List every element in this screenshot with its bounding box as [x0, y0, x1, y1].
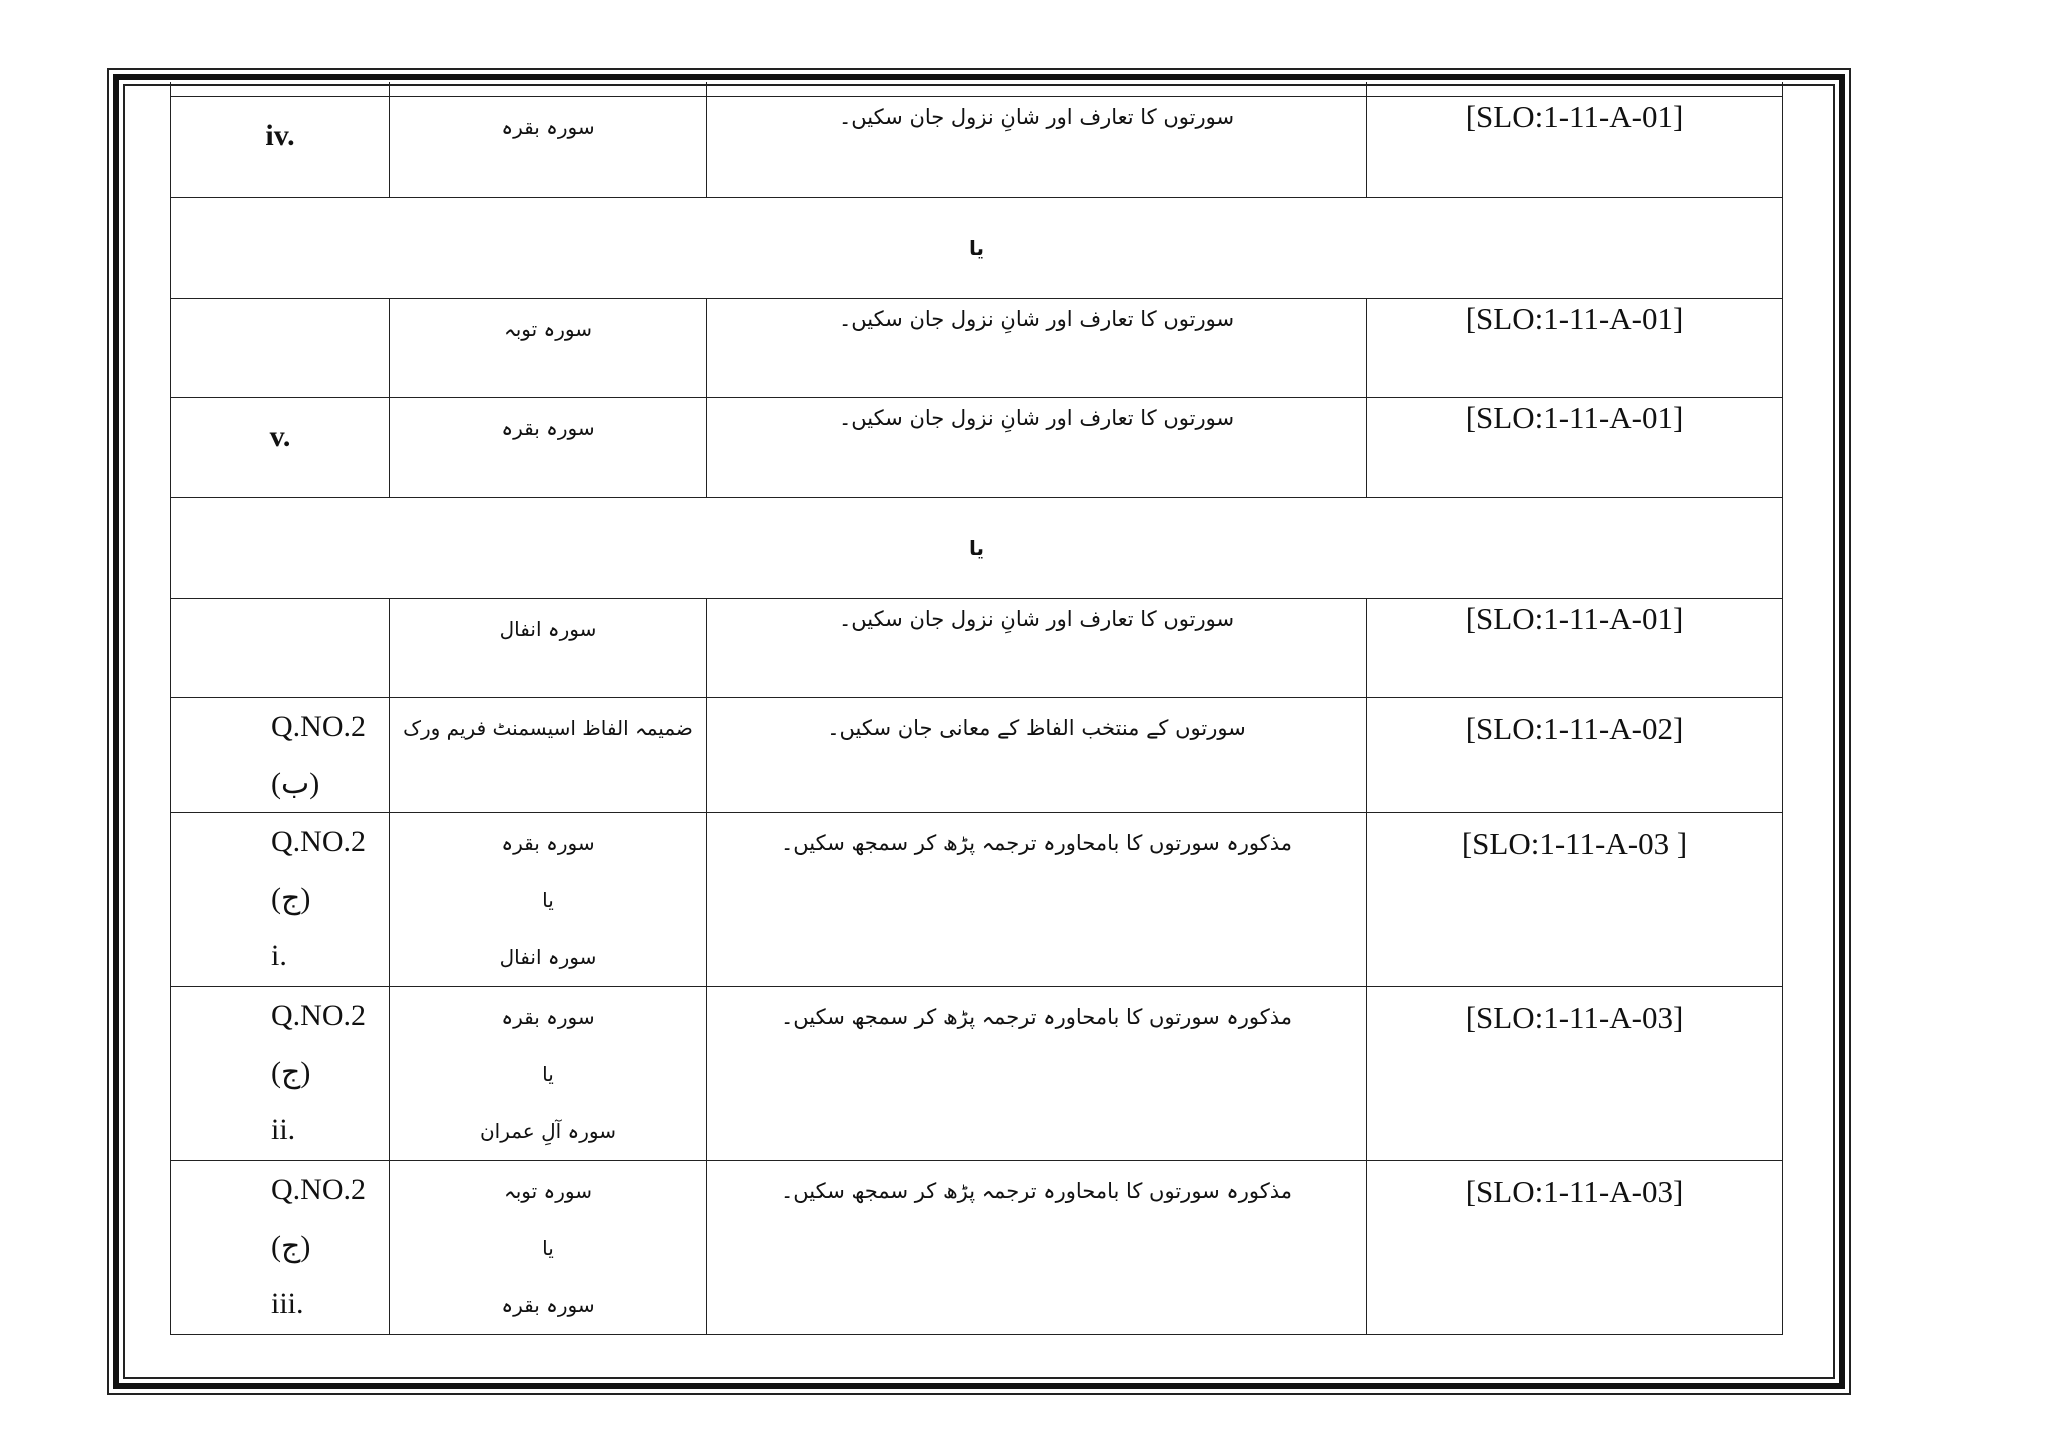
slo-code: [SLO:1-11-A-03]	[1465, 999, 1684, 1035]
slo-code: [SLO:1-11-A-01]	[1465, 98, 1684, 134]
source-surah: سورہ انفال	[499, 616, 597, 641]
question-number-cell	[171, 298, 390, 397]
slo-code-cell	[1367, 812, 1783, 986]
source-surah: یا	[542, 887, 554, 912]
learning-objective: مذکورہ سورتوں کا بامحاورہ ترجمہ پڑھ کر سمجھ سکیں۔	[780, 1004, 1292, 1029]
slo-code-cell	[1367, 986, 1783, 1160]
learning-objective-cell	[707, 397, 1367, 497]
slo-code: [SLO:1-11-A-01]	[1465, 300, 1684, 336]
question-number-cell	[171, 986, 390, 1160]
source-surah-cell	[390, 397, 707, 497]
learning-objective: سورتوں کا تعارف اور شانِ نزول جان سکیں۔	[838, 606, 1235, 631]
learning-objective-cell	[707, 1160, 1367, 1334]
question-number: iii.	[271, 1286, 304, 1320]
slo-code-cell	[1367, 298, 1783, 397]
table-row	[171, 96, 1783, 197]
question-number: ii.	[271, 1112, 296, 1146]
assessment-table-body	[171, 82, 1783, 1334]
slo-code-cell	[1367, 1160, 1783, 1334]
learning-objective: مذکورہ سورتوں کا بامحاورہ ترجمہ پڑھ کر سمجھ سکیں۔	[780, 1178, 1292, 1203]
question-number-cell	[171, 812, 390, 986]
slo-code: [SLO:1-11-A-01]	[1465, 399, 1684, 435]
table-row-or	[171, 497, 1783, 598]
question-number: Q.NO.2	[271, 998, 366, 1032]
source-surah: یا	[542, 1061, 554, 1086]
learning-objective: سورتوں کا تعارف اور شانِ نزول جان سکیں۔	[838, 306, 1235, 331]
source-surah: سورہ آلِ عمران	[479, 1118, 617, 1143]
source-surah: سورہ بقرہ	[501, 114, 595, 139]
source-surah-cell	[390, 298, 707, 397]
question-number: v.	[269, 419, 291, 453]
learning-objective-cell	[707, 812, 1367, 986]
question-number: iv.	[265, 118, 295, 152]
learning-objective: سورتوں کا تعارف اور شانِ نزول جان سکیں۔	[838, 104, 1235, 129]
learning-objective-cell	[707, 298, 1367, 397]
slo-code-cell	[1367, 697, 1783, 812]
slo-code: [SLO:1-11-A-03 ]	[1461, 825, 1688, 861]
question-number-cell	[171, 598, 390, 697]
source-surah: سورہ توبہ	[503, 316, 592, 341]
question-number-cell	[171, 697, 390, 812]
or-separator: یا	[171, 197, 1783, 298]
question-number: (ب)	[271, 766, 320, 800]
question-number-cell	[171, 96, 390, 197]
source-surah-cell	[390, 1160, 707, 1334]
source-surah: یا	[542, 1235, 554, 1260]
slo-code-cell	[1367, 96, 1783, 197]
table-row	[171, 812, 1783, 986]
source-surah: سورہ توبہ	[503, 1178, 592, 1203]
learning-objective: سورتوں کا تعارف اور شانِ نزول جان سکیں۔	[838, 405, 1235, 430]
source-surah-cell	[390, 697, 707, 812]
question-number: i.	[271, 938, 287, 972]
table-row	[171, 697, 1783, 812]
slo-code: [SLO:1-11-A-01]	[1465, 600, 1684, 636]
assessment-table	[170, 82, 1783, 1335]
question-number: (ج)	[271, 881, 311, 915]
source-surah: ضمیمہ الفاظ اسیسمنٹ فریم ورک	[403, 715, 693, 740]
learning-objective: سورتوں کے منتخب الفاظ کے معانی جان سکیں۔	[827, 715, 1246, 740]
question-number-cell	[171, 1160, 390, 1334]
question-number: Q.NO.2	[271, 824, 366, 858]
table-row	[171, 397, 1783, 497]
source-surah: سورہ انفال	[499, 944, 597, 969]
source-surah-cell	[390, 986, 707, 1160]
question-number-cell	[171, 397, 390, 497]
question-number: Q.NO.2	[271, 1172, 366, 1206]
source-surah: سورہ بقرہ	[501, 415, 595, 440]
slo-code-cell	[1367, 397, 1783, 497]
source-surah: سورہ بقرہ	[501, 1292, 595, 1317]
source-surah: سورہ بقرہ	[501, 830, 595, 855]
source-surah-cell	[390, 598, 707, 697]
learning-objective-cell	[707, 598, 1367, 697]
learning-objective-cell	[707, 697, 1367, 812]
source-surah: سورہ بقرہ	[501, 1004, 595, 1029]
table-row-or	[171, 197, 1783, 298]
table-row	[171, 1160, 1783, 1334]
table-row	[171, 298, 1783, 397]
learning-objective: مذکورہ سورتوں کا بامحاورہ ترجمہ پڑھ کر سمجھ سکیں۔	[780, 830, 1292, 855]
table-row	[171, 598, 1783, 697]
table-row	[171, 986, 1783, 1160]
table-row-continuation	[171, 82, 1783, 96]
slo-code-cell	[1367, 598, 1783, 697]
question-number: Q.NO.2	[271, 709, 366, 743]
source-surah-cell	[390, 812, 707, 986]
question-number: (ج)	[271, 1055, 311, 1089]
or-separator: یا	[171, 497, 1783, 598]
slo-code: [SLO:1-11-A-02]	[1465, 710, 1684, 746]
learning-objective-cell	[707, 96, 1367, 197]
source-surah-cell	[390, 96, 707, 197]
learning-objective-cell	[707, 986, 1367, 1160]
question-number: (ج)	[271, 1229, 311, 1263]
slo-code: [SLO:1-11-A-03]	[1465, 1173, 1684, 1209]
